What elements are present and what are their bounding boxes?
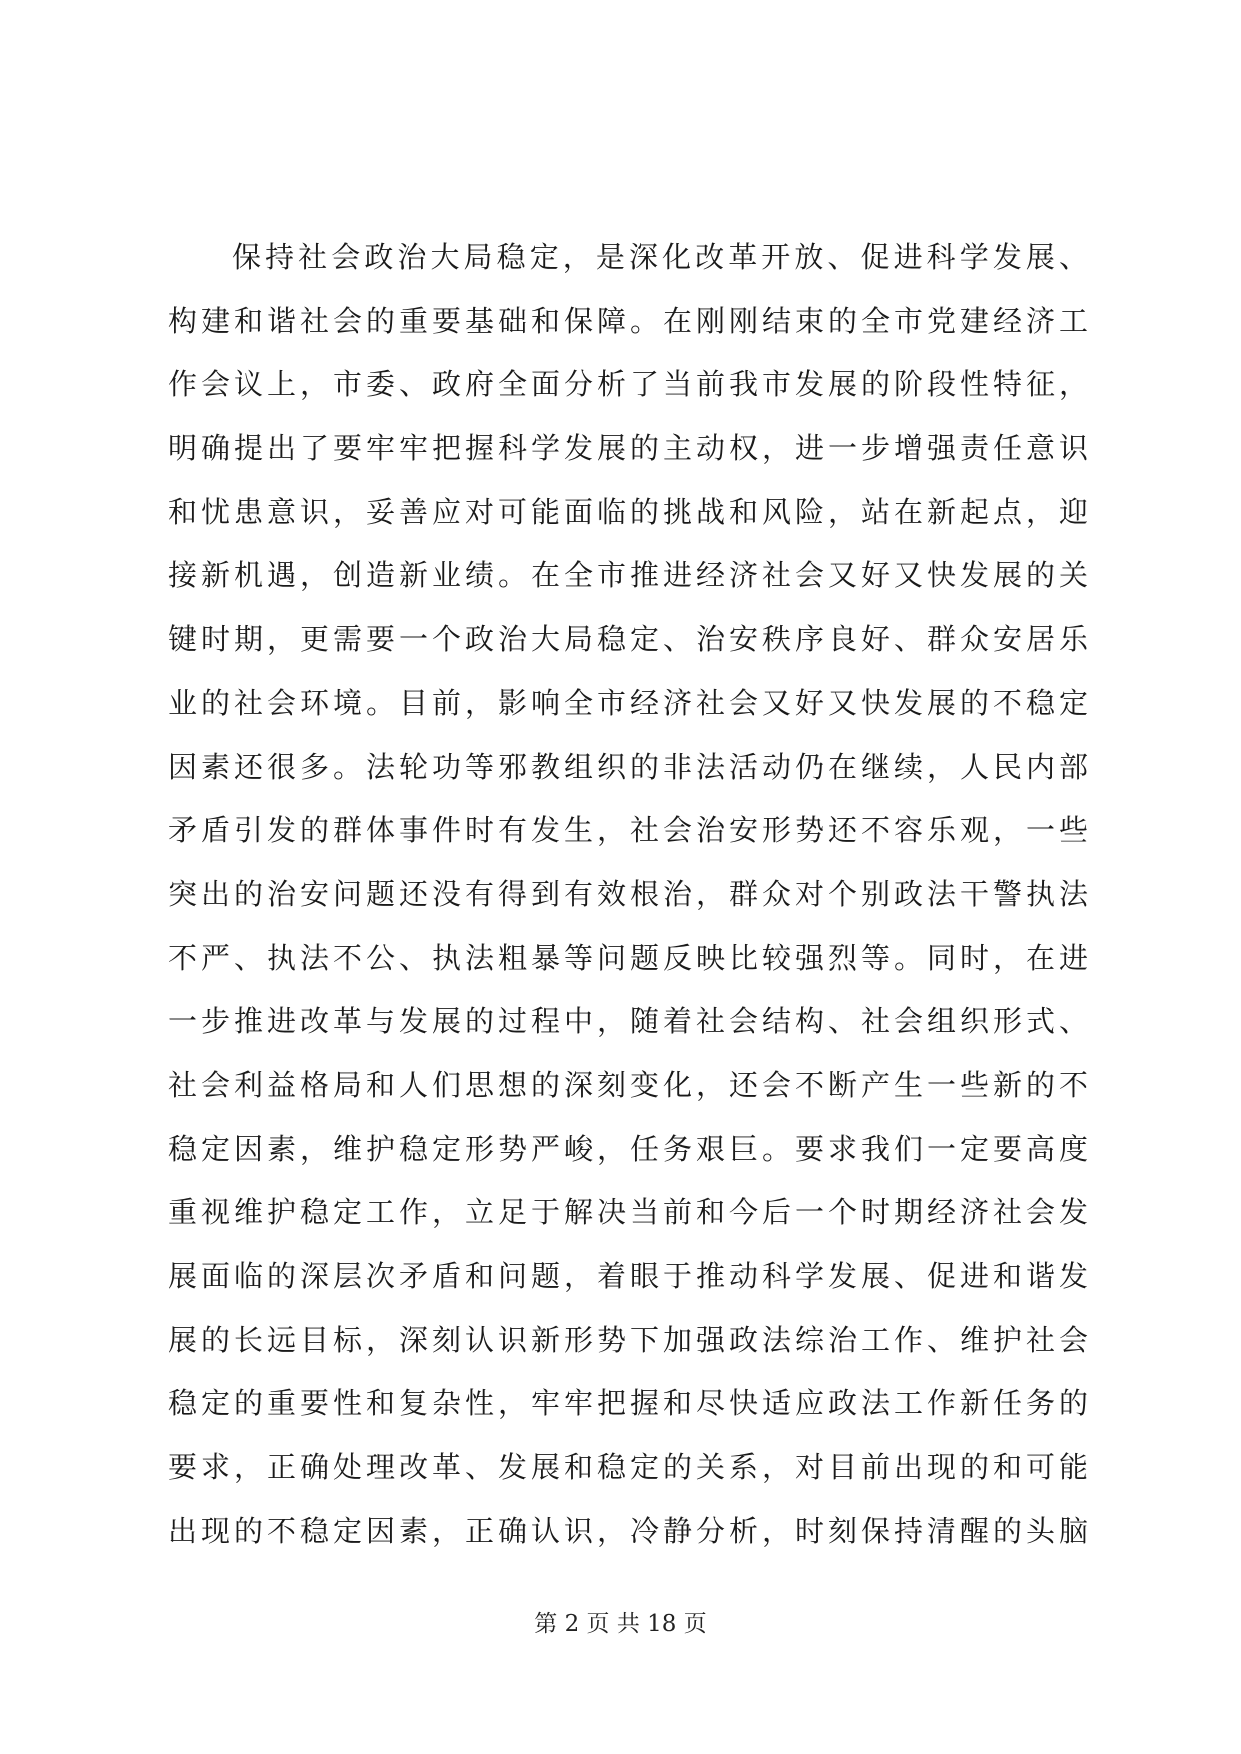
body-paragraph [168,226,1088,1563]
text-line-13: 一步推进改革与发展的过程中，随着社会结构、社会组织形式、 [168,1004,1088,1039]
text-line-18: 展的长远目标，深刻认识新形势下加强政法综治工作、维护社会 [168,1322,1088,1357]
text-line-14: 社会利益格局和人们思想的深刻变化，还会不断产生一些新的不 [168,1067,1088,1102]
text-line-1: 保持社会政治大局稳定，是深化改革开放、促进科学发展、 [232,240,1088,274]
text-line-4: 明确提出了要牢牢把握科学发展的主动权，进一步增强责任意识 [168,431,1088,466]
text-line-9: 因素还很多。法轮功等邪教组织的非法活动仍在继续，人民内部 [168,749,1088,784]
text-line-21: 出现的不稳定因素，正确认识，冷静分析，时刻保持清醒的头脑 [168,1513,1088,1548]
text-line-17: 展面临的深层次矛盾和问题，着眼于推动科学发展、促进和谐发 [168,1259,1088,1293]
text-line-11: 突出的治安问题还没有得到有效根治，群众对个别政法干警执法 [168,876,1088,911]
text-line-5: 和忧患意识，妥善应对可能面临的挑战和风险，站在新起点，迎 [168,494,1088,529]
text-line-19: 稳定的重要性和复杂性，牢牢把握和尽快适应政法工作新任务的 [168,1386,1088,1421]
text-line-10: 矛盾引发的群体事件时有发生，社会治安形势还不容乐观，一些 [168,813,1088,848]
text-line-8: 业的社会环境。目前，影响全市经济社会又好又快发展的不稳定 [168,685,1088,720]
page-number-footer: 第 2 页 共 18 页 [534,1611,707,1637]
text-line-15: 稳定因素，维护稳定形势严峻，任务艰巨。要求我们一定要高度 [168,1131,1088,1166]
text-line-6: 接新机遇，创造新业绩。在全市推进经济社会又好又快发展的关 [168,558,1088,593]
text-line-16: 重视维护稳定工作，立足于解决当前和今后一个时期经济社会发 [168,1195,1088,1230]
text-line-20: 要求，正确处理改革、发展和稳定的关系，对目前出现的和可能 [168,1450,1088,1485]
text-line-2: 构建和谐社会的重要基础和保障。在刚刚结束的全市党建经济工 [168,303,1088,338]
text-line-12: 不严、执法不公、执法粗暴等问题反映比较强烈等。同时，在进 [168,940,1088,975]
text-line-7: 键时期，更需要一个政治大局稳定、治安秩序良好、群众安居乐 [168,622,1088,657]
text-line-3: 作会议上，市委、政府全面分析了当前我市发展的阶段性特征， [168,367,1088,402]
